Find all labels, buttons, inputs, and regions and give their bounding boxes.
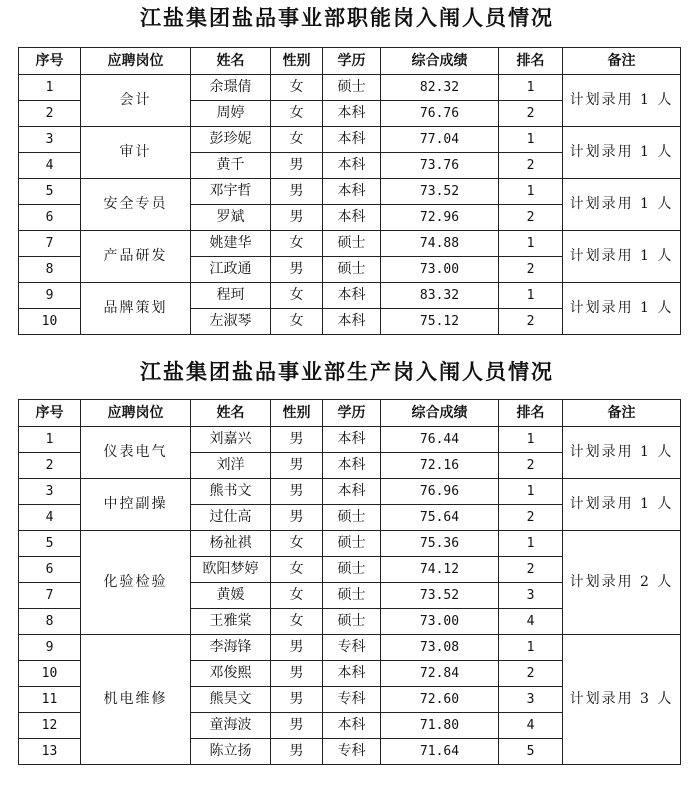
column-header: 应聘岗位 — [81, 400, 191, 427]
row-number: 8 — [19, 609, 81, 635]
row-number: 10 — [19, 309, 81, 335]
column-header: 应聘岗位 — [81, 48, 191, 75]
position-cell: 机电维修 — [81, 635, 191, 765]
column-header: 学历 — [323, 400, 381, 427]
note-cell: 计划录用 1 人 — [563, 127, 681, 179]
position-cell: 产品研发 — [81, 231, 191, 283]
row-number: 7 — [19, 231, 81, 257]
score-cell: 83.32 — [381, 283, 499, 309]
education-cell: 本科 — [323, 479, 381, 505]
column-header: 综合成绩 — [381, 400, 499, 427]
position-cell: 安全专员 — [81, 179, 191, 231]
gender-cell: 女 — [271, 309, 323, 335]
rank-cell: 1 — [499, 231, 563, 257]
rank-cell: 1 — [499, 283, 563, 309]
table2-title: 江盐集团盐品事业部生产岗入闱人员情况 — [140, 359, 554, 384]
gender-cell: 女 — [271, 101, 323, 127]
name-cell: 黄千 — [191, 153, 271, 179]
education-cell: 硕士 — [323, 75, 381, 101]
position-cell: 审计 — [81, 127, 191, 179]
row-number: 5 — [19, 531, 81, 557]
gender-cell: 女 — [271, 283, 323, 309]
rank-cell: 1 — [499, 531, 563, 557]
row-number: 8 — [19, 257, 81, 283]
position-cell: 会计 — [81, 75, 191, 127]
table-row — [19, 635, 681, 661]
score-cell: 71.64 — [381, 739, 499, 765]
row-number: 12 — [19, 713, 81, 739]
name-cell: 王雅棠 — [191, 609, 271, 635]
education-cell: 本科 — [323, 101, 381, 127]
gender-cell: 女 — [271, 75, 323, 101]
gender-cell: 女 — [271, 231, 323, 257]
score-cell: 75.12 — [381, 309, 499, 335]
rank-cell: 1 — [499, 75, 563, 101]
name-cell: 邓宇哲 — [191, 179, 271, 205]
education-cell: 本科 — [323, 713, 381, 739]
education-cell: 本科 — [323, 127, 381, 153]
name-cell: 刘洋 — [191, 453, 271, 479]
table-row — [19, 231, 681, 257]
education-cell: 硕士 — [323, 257, 381, 283]
row-number: 3 — [19, 127, 81, 153]
gender-cell: 男 — [271, 179, 323, 205]
row-number: 11 — [19, 687, 81, 713]
score-cell: 73.76 — [381, 153, 499, 179]
gender-cell: 女 — [271, 609, 323, 635]
rank-cell: 4 — [499, 713, 563, 739]
score-cell: 76.96 — [381, 479, 499, 505]
table-row — [19, 127, 681, 153]
column-header: 性别 — [271, 400, 323, 427]
table-row — [19, 179, 681, 205]
score-cell: 76.44 — [381, 427, 499, 453]
score-cell: 73.52 — [381, 179, 499, 205]
header-row — [19, 48, 681, 75]
rank-cell: 2 — [499, 453, 563, 479]
gender-cell: 男 — [271, 739, 323, 765]
education-cell: 本科 — [323, 309, 381, 335]
score-cell: 74.88 — [381, 231, 499, 257]
rank-cell: 1 — [499, 427, 563, 453]
position-cell: 仪表电气 — [81, 427, 191, 479]
score-cell: 74.12 — [381, 557, 499, 583]
score-cell: 72.60 — [381, 687, 499, 713]
name-cell: 罗斌 — [191, 205, 271, 231]
score-cell: 73.08 — [381, 635, 499, 661]
name-cell: 熊昊文 — [191, 687, 271, 713]
column-header: 排名 — [499, 400, 563, 427]
row-number: 1 — [19, 427, 81, 453]
education-cell: 专科 — [323, 635, 381, 661]
table-row — [19, 479, 681, 505]
position-cell: 品牌策划 — [81, 283, 191, 335]
name-cell: 过仕高 — [191, 505, 271, 531]
name-cell: 周婷 — [191, 101, 271, 127]
gender-cell: 女 — [271, 531, 323, 557]
position-cell: 中控副操 — [81, 479, 191, 531]
column-header: 序号 — [19, 48, 81, 75]
gender-cell: 男 — [271, 661, 323, 687]
education-cell: 硕士 — [323, 505, 381, 531]
note-cell: 计划录用 3 人 — [563, 635, 681, 765]
name-cell: 熊书文 — [191, 479, 271, 505]
note-cell: 计划录用 1 人 — [563, 427, 681, 479]
table1-title: 江盐集团盐品事业部职能岗入闱人员情况 — [140, 5, 554, 30]
education-cell: 硕士 — [323, 531, 381, 557]
column-header: 备注 — [563, 48, 681, 75]
column-header: 综合成绩 — [381, 48, 499, 75]
rank-cell: 2 — [499, 557, 563, 583]
education-cell: 专科 — [323, 687, 381, 713]
rank-cell: 1 — [499, 635, 563, 661]
rank-cell: 1 — [499, 127, 563, 153]
table-row — [19, 531, 681, 557]
education-cell: 本科 — [323, 205, 381, 231]
rank-cell: 2 — [499, 661, 563, 687]
rank-cell: 1 — [499, 179, 563, 205]
row-number: 3 — [19, 479, 81, 505]
score-cell: 73.00 — [381, 257, 499, 283]
name-cell: 李海锋 — [191, 635, 271, 661]
row-number: 6 — [19, 557, 81, 583]
gender-cell: 男 — [271, 453, 323, 479]
row-number: 7 — [19, 583, 81, 609]
score-cell: 72.16 — [381, 453, 499, 479]
education-cell: 硕士 — [323, 609, 381, 635]
education-cell: 专科 — [323, 739, 381, 765]
score-cell: 72.96 — [381, 205, 499, 231]
row-number: 4 — [19, 153, 81, 179]
column-header: 学历 — [323, 48, 381, 75]
score-cell: 72.84 — [381, 661, 499, 687]
rank-cell: 2 — [499, 101, 563, 127]
column-header: 性别 — [271, 48, 323, 75]
name-cell: 左淑琴 — [191, 309, 271, 335]
gender-cell: 女 — [271, 127, 323, 153]
rank-cell: 2 — [499, 505, 563, 531]
education-cell: 本科 — [323, 453, 381, 479]
score-cell: 71.80 — [381, 713, 499, 739]
education-cell: 本科 — [323, 427, 381, 453]
education-cell: 本科 — [323, 179, 381, 205]
rank-cell: 5 — [499, 739, 563, 765]
row-number: 13 — [19, 739, 81, 765]
name-cell: 余璟倩 — [191, 75, 271, 101]
column-header: 排名 — [499, 48, 563, 75]
name-cell: 陈立扬 — [191, 739, 271, 765]
education-cell: 硕士 — [323, 231, 381, 257]
note-cell: 计划录用 1 人 — [563, 283, 681, 335]
note-cell: 计划录用 2 人 — [563, 531, 681, 635]
education-cell: 硕士 — [323, 583, 381, 609]
row-number: 5 — [19, 179, 81, 205]
education-cell: 本科 — [323, 153, 381, 179]
header-row — [19, 400, 681, 427]
rank-cell: 2 — [499, 153, 563, 179]
column-header: 姓名 — [191, 48, 271, 75]
education-cell: 本科 — [323, 661, 381, 687]
gender-cell: 男 — [271, 479, 323, 505]
score-cell: 75.64 — [381, 505, 499, 531]
score-cell: 73.00 — [381, 609, 499, 635]
table-row — [19, 427, 681, 453]
name-cell: 姚建华 — [191, 231, 271, 257]
gender-cell: 男 — [271, 635, 323, 661]
gender-cell: 男 — [271, 427, 323, 453]
column-header: 序号 — [19, 400, 81, 427]
note-cell: 计划录用 1 人 — [563, 75, 681, 127]
row-number: 10 — [19, 661, 81, 687]
functional-positions-table — [18, 47, 681, 335]
production-positions-table — [18, 399, 681, 765]
name-cell: 黄媛 — [191, 583, 271, 609]
gender-cell: 男 — [271, 205, 323, 231]
note-cell: 计划录用 1 人 — [563, 231, 681, 283]
gender-cell: 男 — [271, 153, 323, 179]
row-number: 2 — [19, 453, 81, 479]
gender-cell: 男 — [271, 687, 323, 713]
row-number: 4 — [19, 505, 81, 531]
name-cell: 程珂 — [191, 283, 271, 309]
position-cell: 化验检验 — [81, 531, 191, 635]
name-cell: 杨祉祺 — [191, 531, 271, 557]
gender-cell: 女 — [271, 557, 323, 583]
gender-cell: 男 — [271, 505, 323, 531]
score-cell: 76.76 — [381, 101, 499, 127]
row-number: 1 — [19, 75, 81, 101]
rank-cell: 4 — [499, 609, 563, 635]
table-row — [19, 283, 681, 309]
rank-cell: 2 — [499, 257, 563, 283]
rank-cell: 1 — [499, 479, 563, 505]
name-cell: 彭珍妮 — [191, 127, 271, 153]
score-cell: 77.04 — [381, 127, 499, 153]
gender-cell: 女 — [271, 583, 323, 609]
score-cell: 82.32 — [381, 75, 499, 101]
column-header: 姓名 — [191, 400, 271, 427]
rank-cell: 3 — [499, 583, 563, 609]
column-header: 备注 — [563, 400, 681, 427]
note-cell: 计划录用 1 人 — [563, 179, 681, 231]
row-number: 9 — [19, 635, 81, 661]
gender-cell: 男 — [271, 713, 323, 739]
row-number: 6 — [19, 205, 81, 231]
name-cell: 江政通 — [191, 257, 271, 283]
name-cell: 邓俊熙 — [191, 661, 271, 687]
table-row — [19, 75, 681, 101]
rank-cell: 2 — [499, 309, 563, 335]
name-cell: 刘嘉兴 — [191, 427, 271, 453]
note-cell: 计划录用 1 人 — [563, 479, 681, 531]
name-cell: 欧阳梦婷 — [191, 557, 271, 583]
rank-cell: 3 — [499, 687, 563, 713]
education-cell: 硕士 — [323, 557, 381, 583]
education-cell: 本科 — [323, 283, 381, 309]
gender-cell: 男 — [271, 257, 323, 283]
score-cell: 73.52 — [381, 583, 499, 609]
row-number: 9 — [19, 283, 81, 309]
row-number: 2 — [19, 101, 81, 127]
rank-cell: 2 — [499, 205, 563, 231]
name-cell: 童海波 — [191, 713, 271, 739]
score-cell: 75.36 — [381, 531, 499, 557]
